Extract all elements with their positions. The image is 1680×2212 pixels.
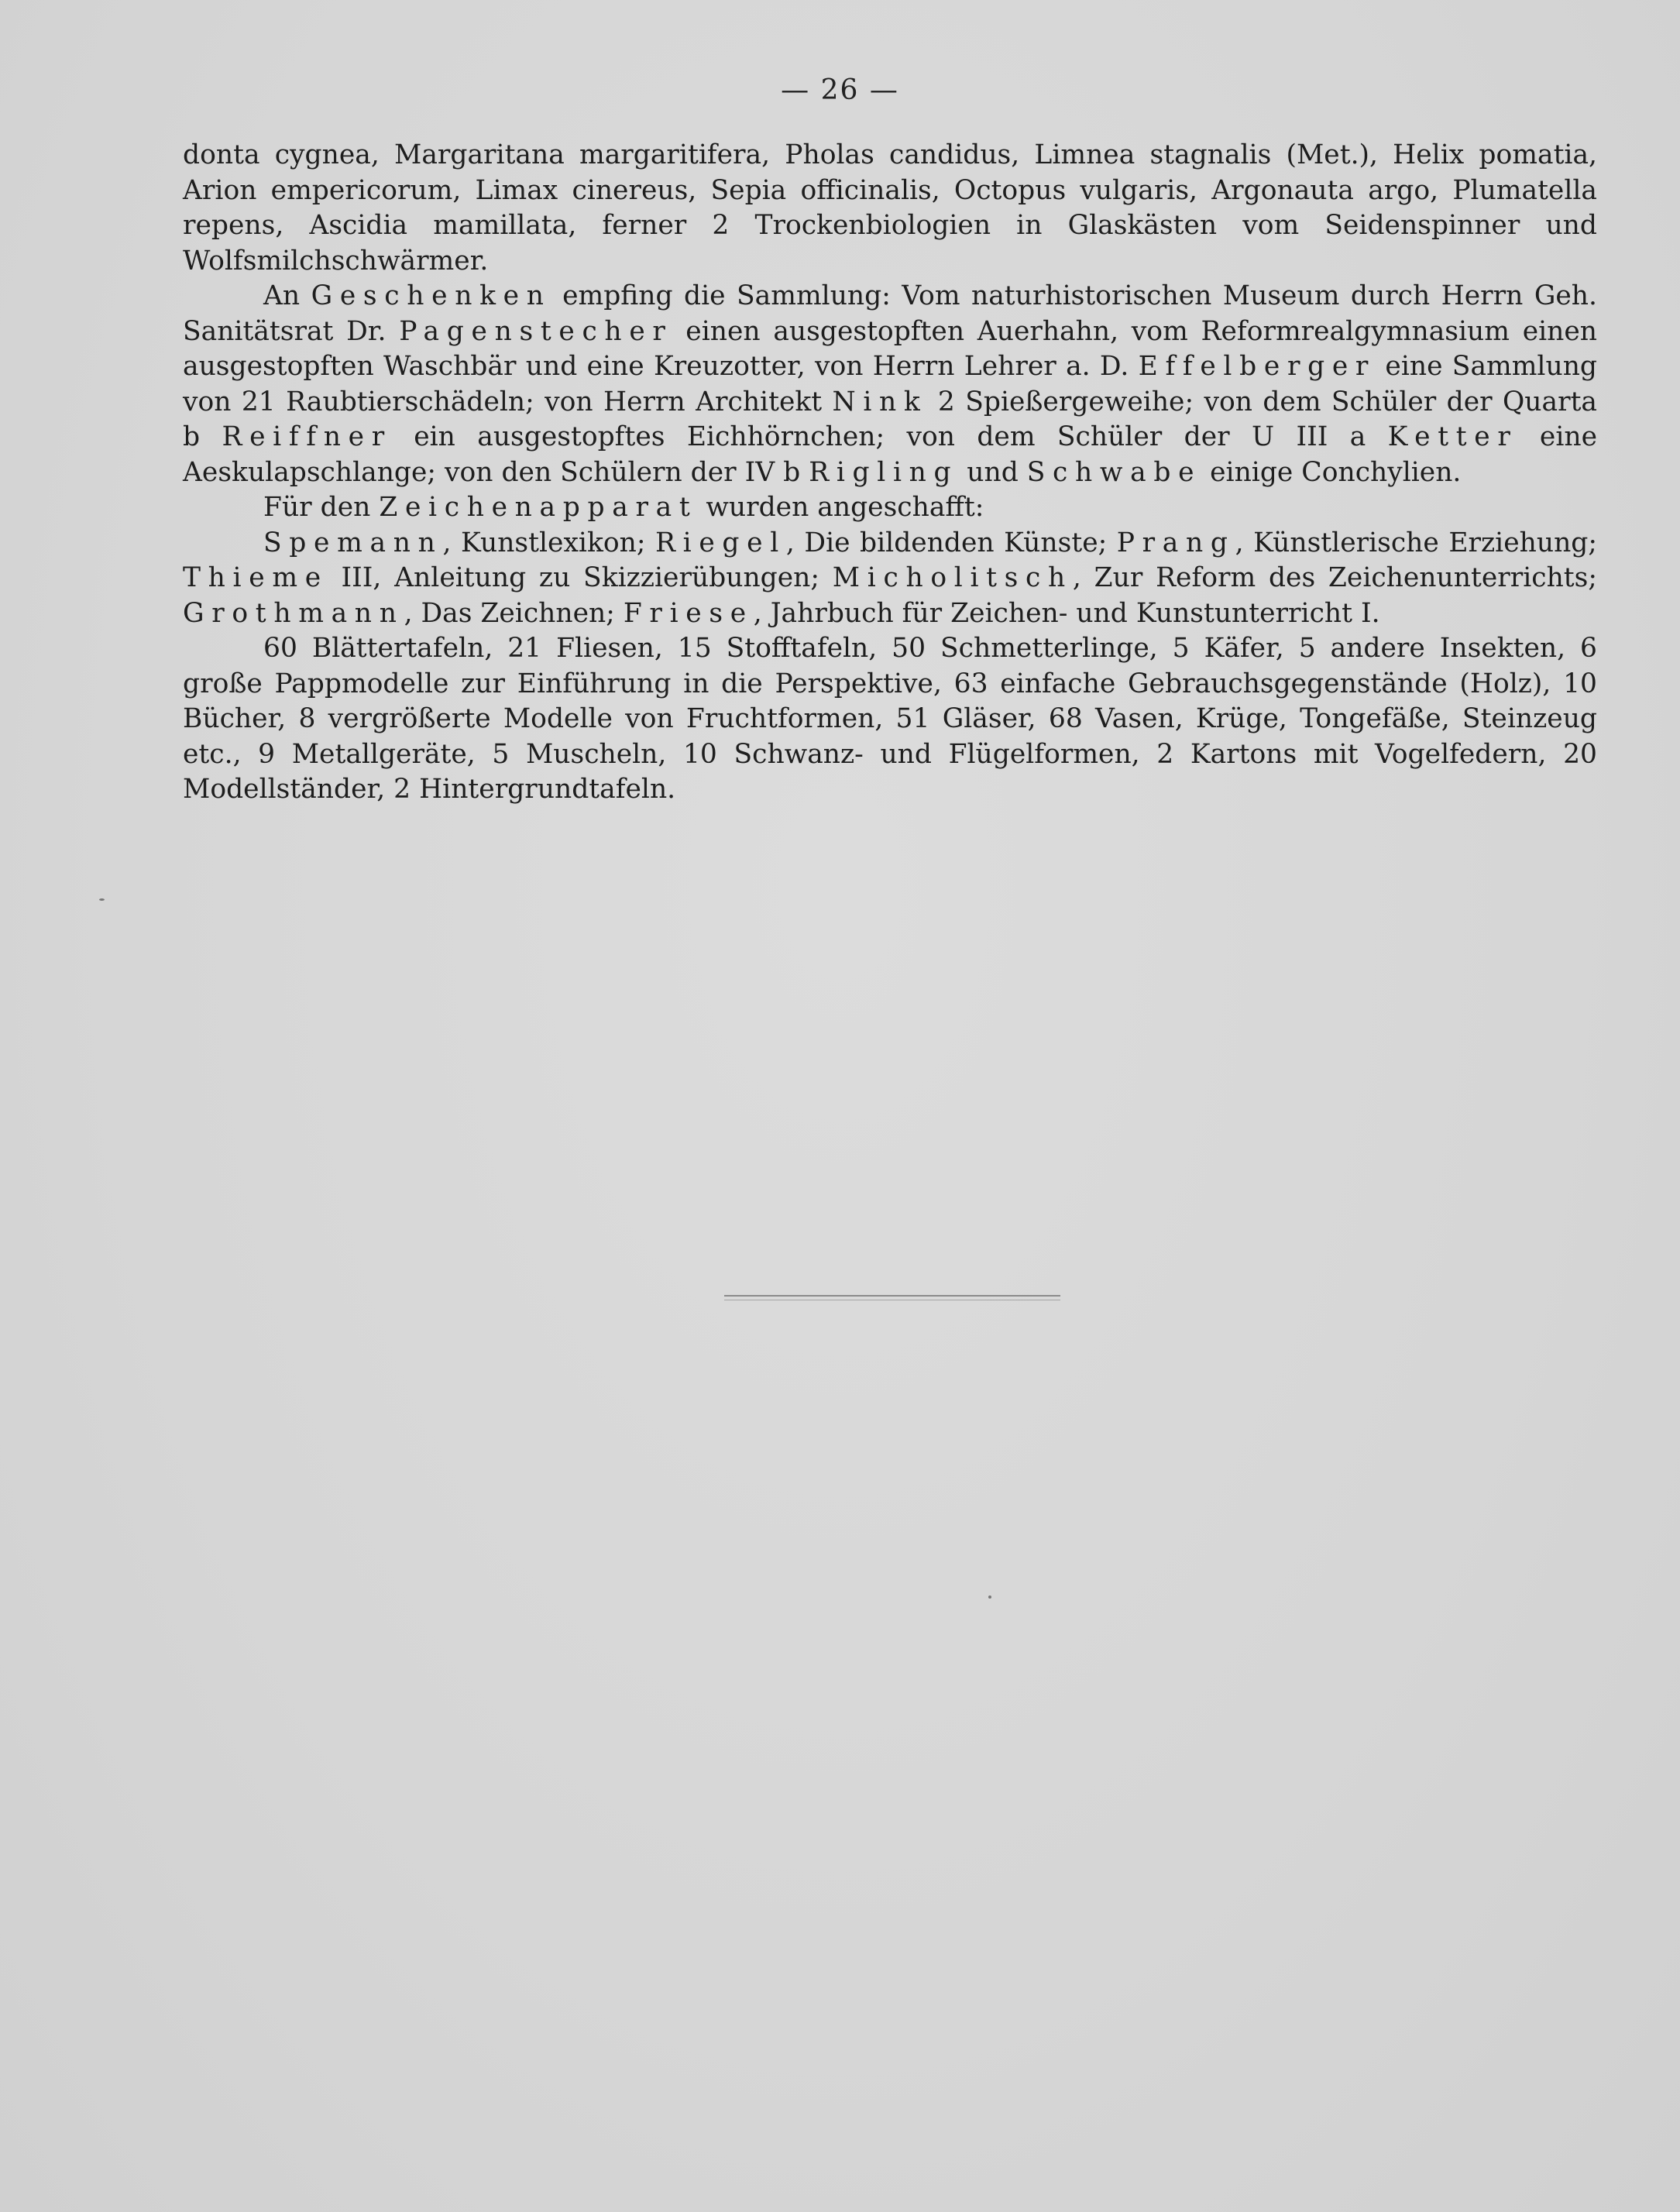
spaced-name: Spemann	[263, 527, 443, 558]
spaced-name: Ketter	[1387, 421, 1518, 452]
text-run: ein ausgestopftes Eichhörnchen; von dem Schüler der U III a	[391, 421, 1388, 452]
text-run: einige Conchylien.	[1201, 456, 1462, 488]
text-run: , Jahrbuch für Zeichen- und Kunstunterricht I.	[753, 597, 1380, 629]
spaced-name: Prang	[1116, 527, 1235, 558]
paragraph-donations	[183, 279, 1597, 490]
spaced-name: Schwabe	[1026, 456, 1202, 488]
text-run: eine Aeskulapschlange; von den Schülern der IV b	[183, 421, 1597, 488]
spaced-name: Grothmann	[183, 597, 404, 629]
text-run: 2 Spießergeweihe; von dem Schüler der Quarta b	[183, 386, 1598, 452]
spaced-name: Effelberger	[1138, 351, 1376, 382]
spaced-name: Riegel	[654, 527, 786, 558]
text-run: , Zur Reform des Zeichenunterrichts;	[1072, 562, 1597, 593]
text-run: , Die bildenden Künste;	[785, 527, 1117, 558]
paragraph-drawing-books	[183, 526, 1597, 632]
text-run: , Kunstlexikon;	[442, 527, 655, 558]
paragraph-collection-continued: donta cygnea, Margaritana margaritifera, Pholas candidus, Limnea stagnalis (Met.), Helix pomatia, Arion empericorum, Limax cinereus, Sepia officinalis, Octopus vulgaris, Argonauta argo, Plumatella repens, Ascidia mamillata, ferner 2 Trockenbiologien in Glaskästen vom Seidenspinner und Wolfsmilchschwärmer.	[183, 139, 1597, 276]
text-run: Für den	[263, 492, 380, 523]
paper-speck	[988, 1595, 991, 1599]
text-run: wurden angeschafft:	[697, 492, 984, 523]
text-run: eine Sammlung von 21 Raubtierschädeln; von Herrn Architekt	[183, 351, 1597, 417]
paragraph-drawing-items: 60 Blättertafeln, 21 Fliesen, 15 Stofftafeln, 50 Schmetterlinge, 5 Käfer, 5 andere Insekten, 6 große Pappmodelle zur Einführung in die Perspektive, 63 einfache Gebrauchsgegenstände (Holz), 10 Bücher, 8 vergrößerte Modelle von Fruchtformen, 51 Gläser, 68 Vasen, Krüge, Tongefäße, Steinzeug etc., 9 Metallgeräte, 5 Muscheln, 10 Schwanz- und Flügelformen, 2 Kartons mit Vogelfedern, 20 Modellständer, 2 Hintergrundtafeln.	[183, 633, 1597, 805]
spaced-name: Friese	[623, 597, 754, 629]
page-number: — 26 —	[781, 74, 899, 106]
text-run: und	[958, 456, 1027, 488]
paragraph-drawing-heading	[183, 490, 1597, 526]
text-run: einen ausgestopften Auerhahn, vom Reformrealgymnasium einen ausgestopften Waschbär und eine Kreuzotter, von Herrn Lehrer a. D.	[183, 315, 1597, 382]
spaced-name: Nink	[832, 386, 928, 417]
section-divider	[724, 1295, 1060, 1297]
spaced-name: Rigling	[809, 456, 959, 488]
spaced-term: Zeichenapparat	[379, 492, 698, 523]
paper-speck	[99, 898, 105, 901]
spaced-term: Geschenken	[311, 280, 551, 311]
text-run: , Künstlerische Erziehung;	[1235, 527, 1598, 558]
text-run: , Das Zeichnen;	[404, 597, 624, 629]
text-run: empfing die Sammlung: Vom naturhistorischen Museum durch Herrn Geh. Sanitätsrat Dr.	[183, 280, 1597, 347]
text-run: III, Anleitung zu Skizzierübungen;	[328, 562, 833, 593]
body-text	[183, 138, 1597, 808]
spaced-name: Thieme	[183, 562, 328, 593]
spaced-name: Micholitsch	[832, 562, 1073, 593]
spaced-name: Pagenstecher	[399, 315, 673, 347]
text-run: An	[263, 280, 311, 311]
spaced-name: Reiffner	[222, 421, 392, 452]
